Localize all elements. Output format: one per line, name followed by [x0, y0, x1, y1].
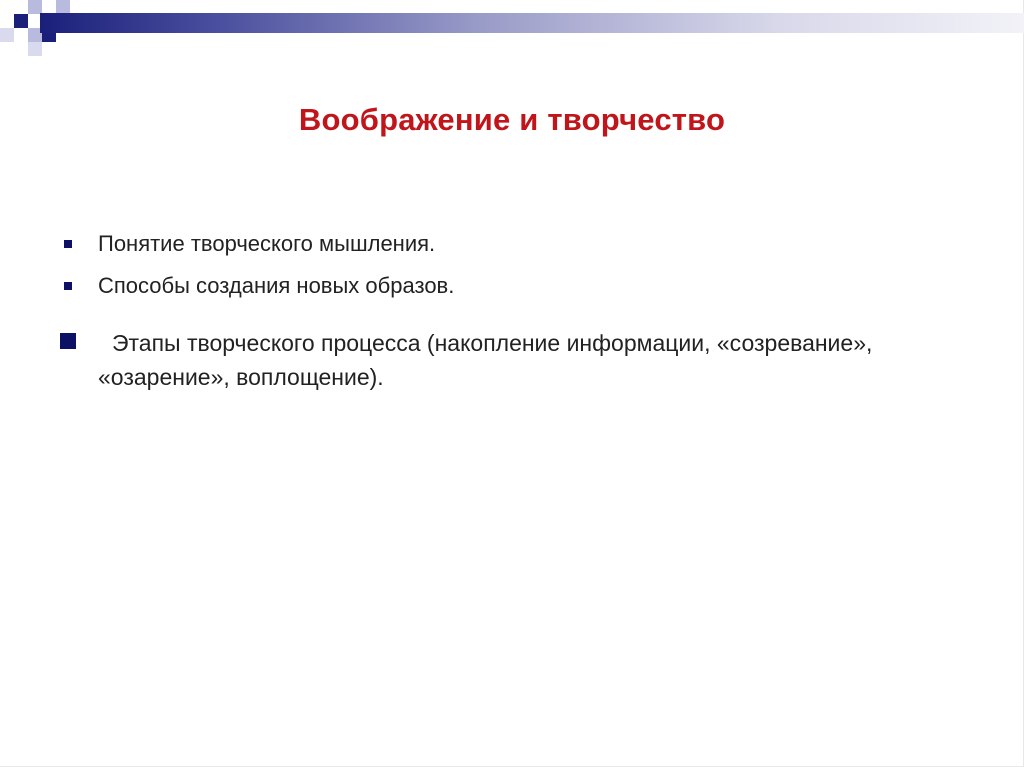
- header-square-pale: [0, 28, 14, 42]
- bullet-item: [58, 270, 958, 302]
- header-square-lavender: [28, 0, 42, 14]
- bullet-item: [58, 228, 958, 260]
- square-bullet-icon: [64, 240, 72, 248]
- square-bullet-icon: [64, 282, 72, 290]
- bullet-text: Способы создания новых образов.: [98, 273, 455, 298]
- bullet-list: [58, 228, 958, 394]
- header-square-lavender: [56, 0, 70, 14]
- bullet-text: Этапы творческого процесса (накопление информации, «созревание», «озарение», воплощение).: [98, 330, 873, 390]
- bullet-item: [58, 326, 958, 394]
- bullet-text: Понятие творческого мышления.: [98, 231, 436, 256]
- square-bullet-icon: [60, 333, 76, 349]
- header-square-navy: [14, 14, 28, 28]
- slide-title: Воображение и творчество: [298, 102, 726, 137]
- header-square-pale: [28, 42, 42, 56]
- header-gradient-band: [40, 13, 1024, 33]
